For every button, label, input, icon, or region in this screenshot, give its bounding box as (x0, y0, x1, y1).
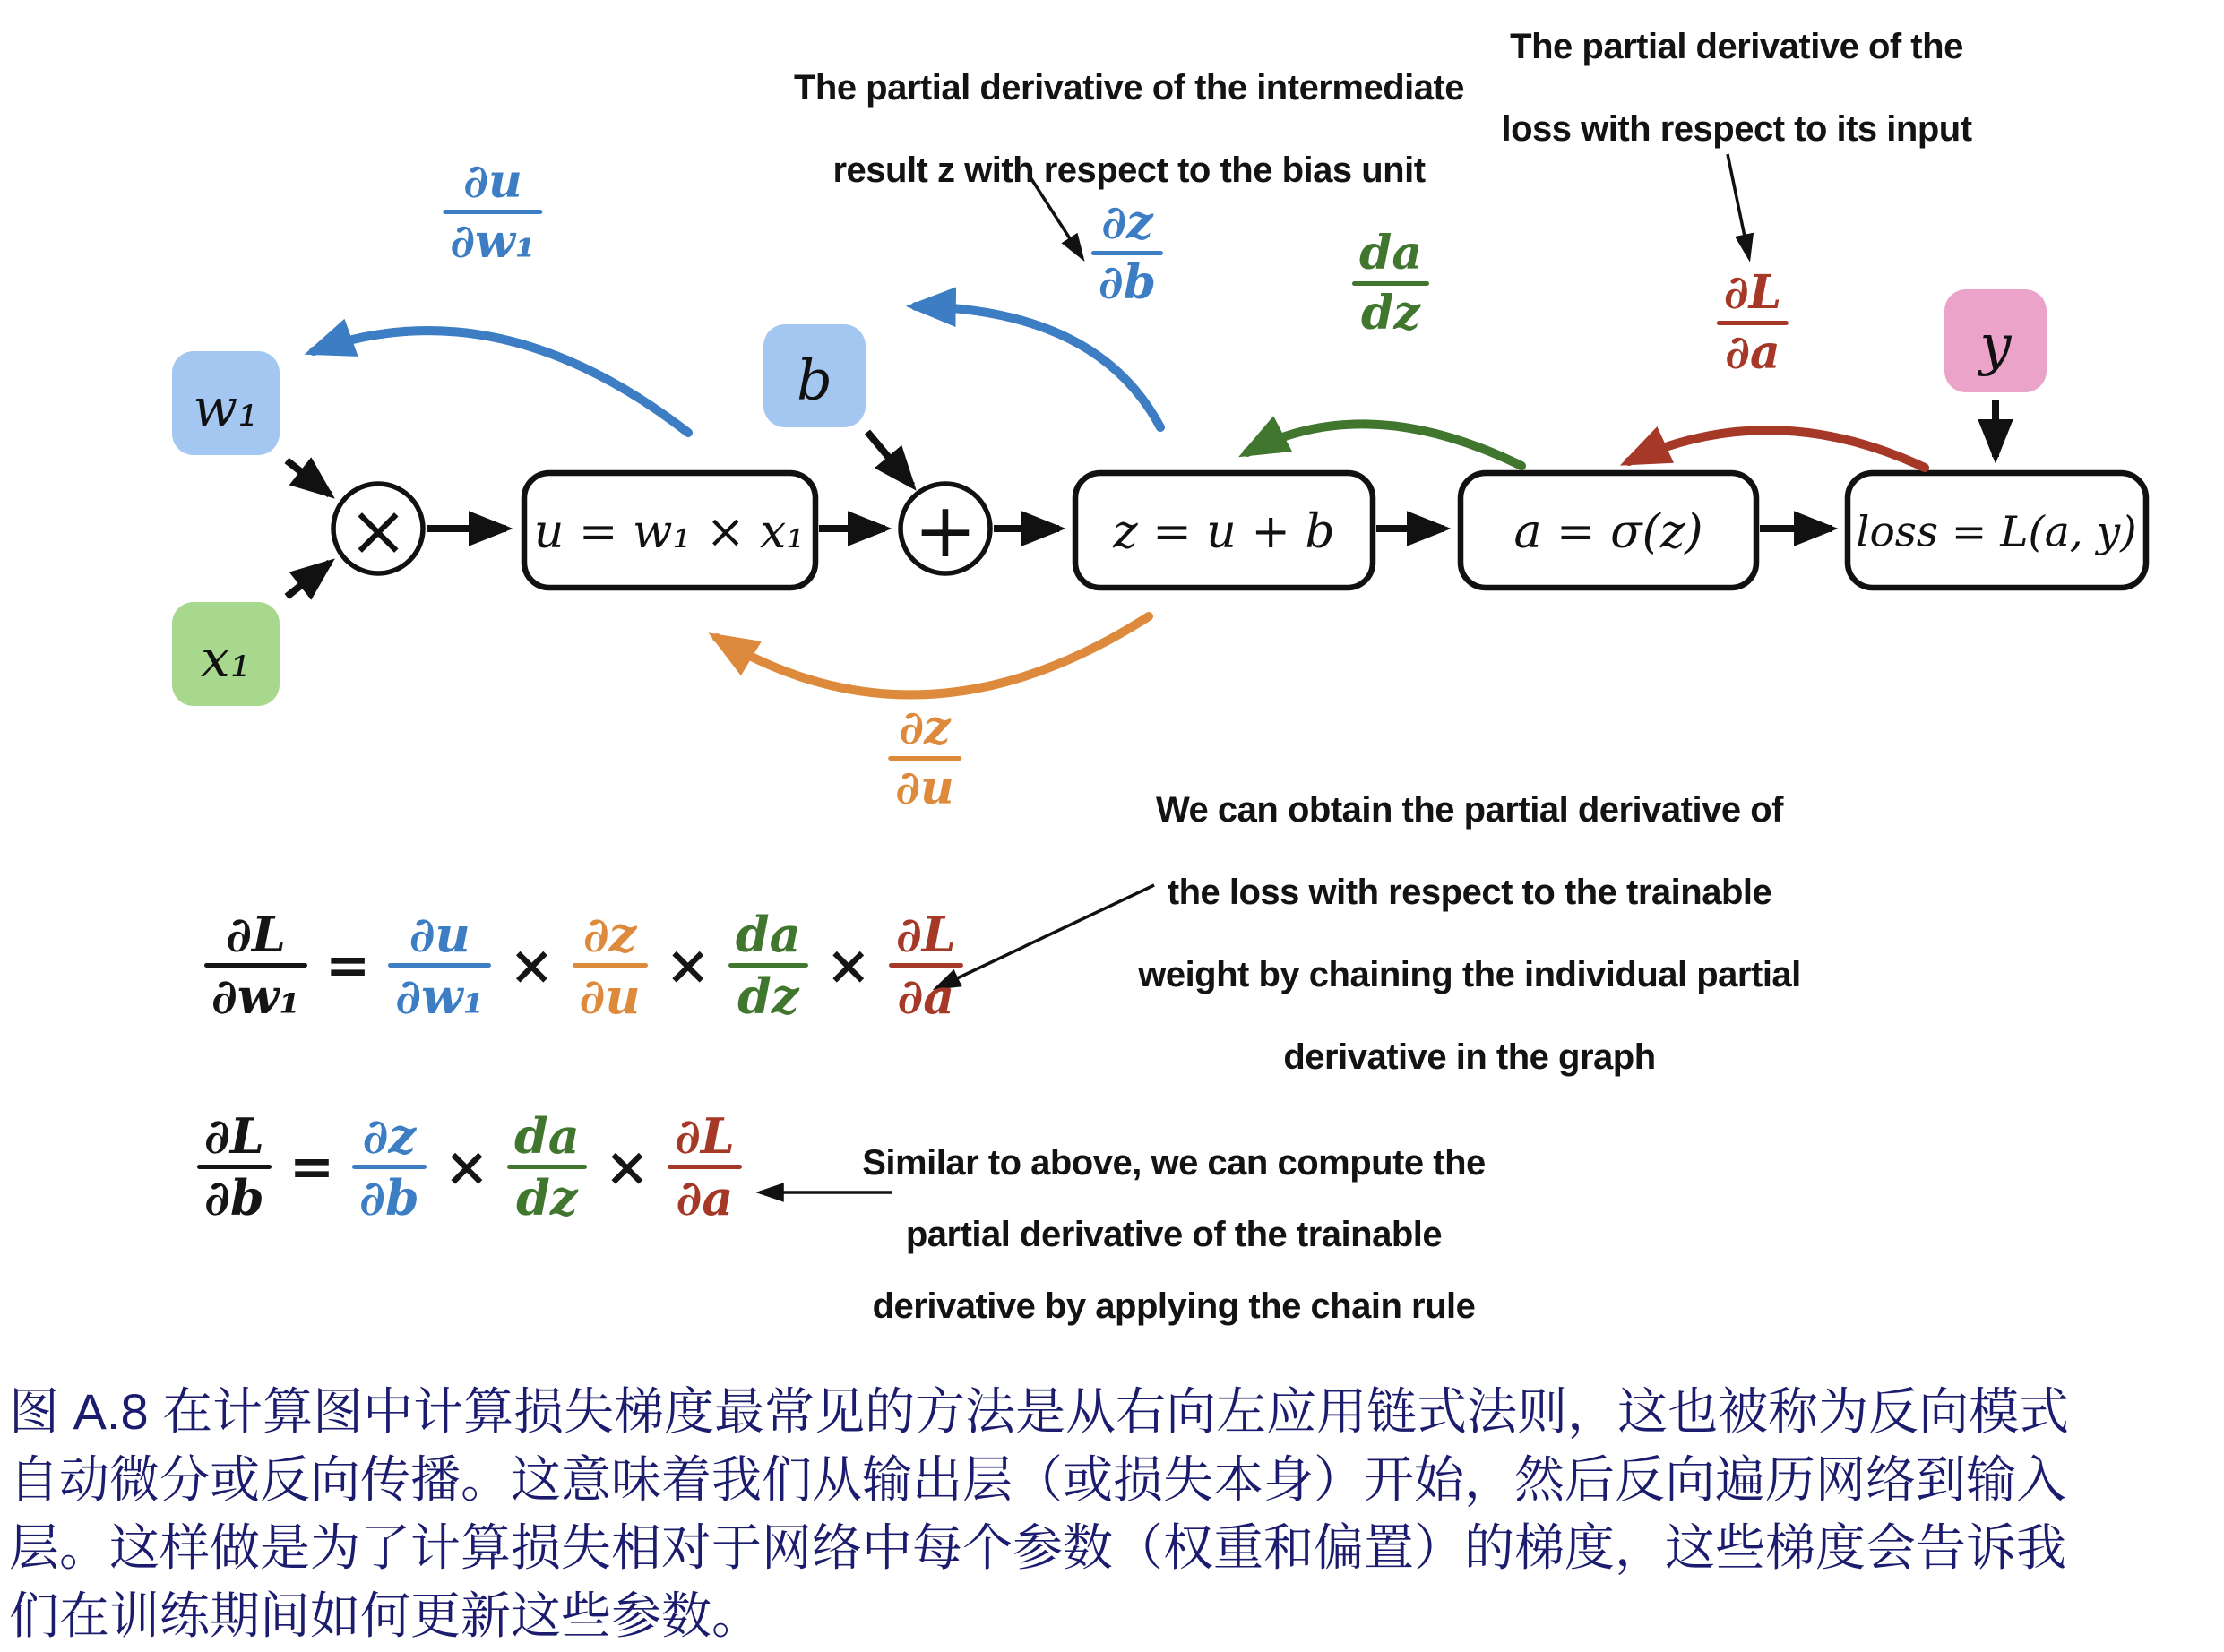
node-loss (1848, 473, 2146, 588)
node-loss-label: loss = L(a, y) (1856, 507, 2137, 557)
node-z-label: z = u + b (1113, 505, 1335, 559)
node-z (1075, 473, 1373, 588)
pointer-eq1-note (936, 885, 1154, 988)
equation-dL-dw1 (204, 906, 963, 1025)
eq1-lhs: ∂L ∂w₁ (204, 909, 307, 1021)
eq2-term-dL-da: ∂L ∂a (668, 1111, 742, 1223)
gradient-arrow-dz-db (916, 306, 1160, 427)
equation-dL-db (197, 1107, 742, 1226)
multiply-icon: × (348, 488, 409, 572)
multiply-sign: × (444, 1135, 489, 1199)
add-node (901, 484, 990, 574)
node-u-label: u = w₁ × x₁ (533, 505, 806, 559)
equals-sign: = (289, 1135, 335, 1199)
chip-x1-label: x₁ (201, 628, 251, 689)
gradient-arrow-da-dz (1247, 424, 1521, 466)
caption-line: 自动微分或反向传播。这意味着我们从输出层（或损失本身）开始，然后反向遍历网络到输入 (9, 1451, 2066, 1508)
multiply-sign: × (509, 934, 555, 997)
eq2-lhs: ∂L ∂b (197, 1111, 272, 1223)
chip-w1-label: w₁ (193, 377, 259, 438)
label-dz-du: ∂z ∂u (888, 701, 961, 813)
multiply-sign: × (825, 934, 871, 997)
note-chain-weight: We can obtain the partial derivative of the loss with respect to the trainable weight by chaining the individual partial derivative in the graph (1138, 790, 1801, 1077)
caption-line: 们在训练期间如何更新这些参数。 (9, 1587, 762, 1644)
input-chip-w1 (172, 351, 280, 455)
multiply-sign: × (665, 934, 711, 997)
arrow-b-to-add (867, 432, 912, 486)
node-a (1461, 473, 1756, 588)
label-dL-da: ∂L ∂a (1717, 265, 1789, 377)
arrow-x1-to-multiply (287, 563, 330, 597)
eq1-term-dz-du: ∂z ∂u (573, 909, 648, 1021)
eq1-term-du-dw1: ∂u ∂w₁ (388, 909, 491, 1021)
arrow-w1-to-multiply (287, 460, 330, 495)
label-dz-db: ∂z ∂b (1091, 195, 1163, 307)
chip-y-label: y (1979, 312, 2012, 378)
note-bias-derivative: The partial derivative of the intermediate result z with respect to the bias unit (793, 68, 1465, 190)
input-chip-y (1944, 289, 2047, 392)
gradient-arrow-dL-da (1629, 430, 1925, 468)
eq2-term-da-dz: da dz (507, 1111, 587, 1223)
caption-line: 层。这样做是为了计算损失相对于网络中每个参数（权重和偏置）的梯度，这些梯度会告诉我 (9, 1519, 2066, 1576)
note-loss-derivative: The partial derivative of the loss with respect to its input (1501, 27, 1972, 149)
node-u (524, 473, 815, 588)
input-chip-x1 (172, 602, 280, 706)
eq1-term-dL-da: ∂L ∂a (889, 909, 963, 1021)
plus-icon: + (913, 486, 978, 574)
note-chain-bias: Similar to above, we can compute the partial derivative of the trainable derivative by applying the chain rule (862, 1143, 1486, 1326)
node-a-label: a = σ(z) (1513, 505, 1703, 559)
eq1-term-da-dz: da dz (728, 909, 808, 1021)
equals-sign: = (324, 934, 371, 997)
gradient-arrow-dz-du (717, 616, 1149, 694)
label-du-dw1: ∂u ∂w₁ (443, 154, 542, 266)
input-chip-b (763, 324, 866, 427)
caption-line: 图 A.8 在计算图中计算损失梯度最常见的方法是从右向左应用链式法则，这也被称为反向模式 (9, 1383, 2070, 1440)
eq2-term-dz-db: ∂z ∂b (352, 1111, 427, 1223)
multiply-node (333, 484, 423, 573)
figure-caption (9, 1378, 2217, 1650)
multiply-sign: × (604, 1135, 651, 1199)
chip-b-label: b (797, 347, 832, 413)
label-da-dz: da dz (1352, 226, 1429, 338)
gradient-arrow-du-dw1 (314, 331, 688, 433)
